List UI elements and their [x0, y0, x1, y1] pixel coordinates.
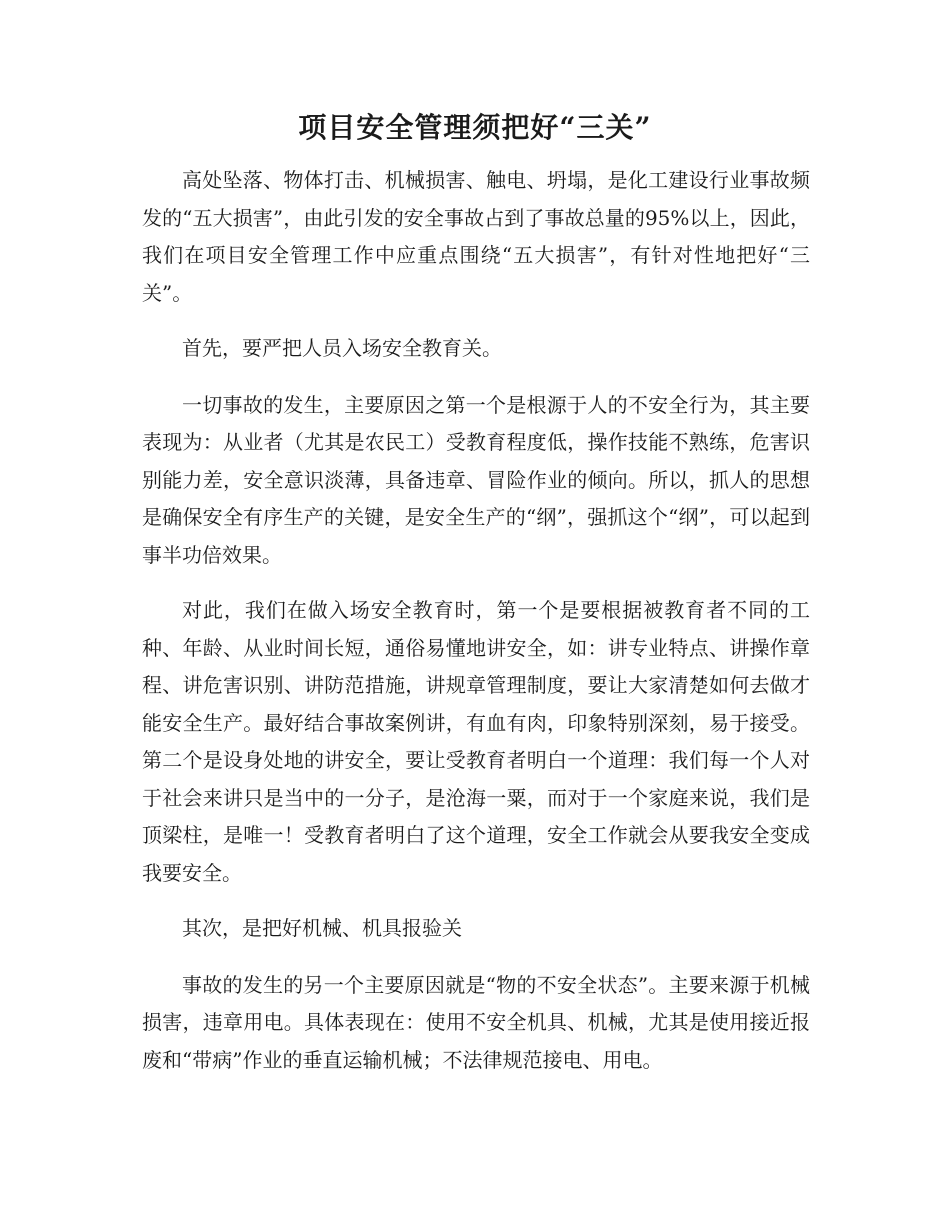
- paragraph-human-factor: 一切事故的发生，主要原因之第一个是根源于人的不安全行为，其主要表现为：从业者（尤其是农民工）受教育程度低，操作技能不熟练，危害识别能力差，安全意识淡薄，具备违章、冒险作业的倾向。所以，抓人的思想是确保安全有序生产的关键，是安全生产的“纲”，强抓这个“纲”，可以起到事半功倍效果。: [142, 392, 810, 567]
- paragraph-first-point: 首先，要严把人员入场安全教育关。: [182, 336, 502, 360]
- paragraph-machine-factor: 事故的发生的另一个主要原因就是“物的不安全状态”。主要来源于机械损害，违章用电。具体表现在：使用不安全机具、机械，尤其是使用接近报废和“带病”作业的垂直运输机械；不法律规范接电、用电。: [142, 972, 810, 1072]
- paragraph-education-method: 对此，我们在做入场安全教育时，第一个是要根据被教育者不同的工种、年龄、从业时间长短，通俗易懂地讲安全，如：讲专业特点、讲操作章程、讲危害识别、讲防范措施，讲规章管理制度，要让大家清楚如何去做才能安全生产。最好结合事故案例讲，有血有肉，印象特别深刻，易于接受。第二个是设身处地的讲安全，要让受教育者明白一个道理：我们每一个人对于社会来讲只是当中的一分子，是沧海一粟，而对于一个家庭来说，我们是顶梁柱，是唯一！受教育者明白了这个道理，安全工作就会从要我安全变成我要安全。: [142, 598, 810, 885]
- paragraph-intro: 高处坠落、物体打击、机械损害、触电、坍塌，是化工建设行业事故频发的“五大损害”，由此引发的安全事故占到了事故总量的95%以上，因此，我们在项目安全管理工作中应重点围绕“五大损害”，有针对性地把好“三关”。: [142, 168, 810, 305]
- paragraph-second-point: 其次，是把好机械、机具报验关: [182, 916, 462, 940]
- document-body: [142, 162, 810, 1097]
- document-title: 项目安全管理须把好“三关”: [298, 111, 652, 144]
